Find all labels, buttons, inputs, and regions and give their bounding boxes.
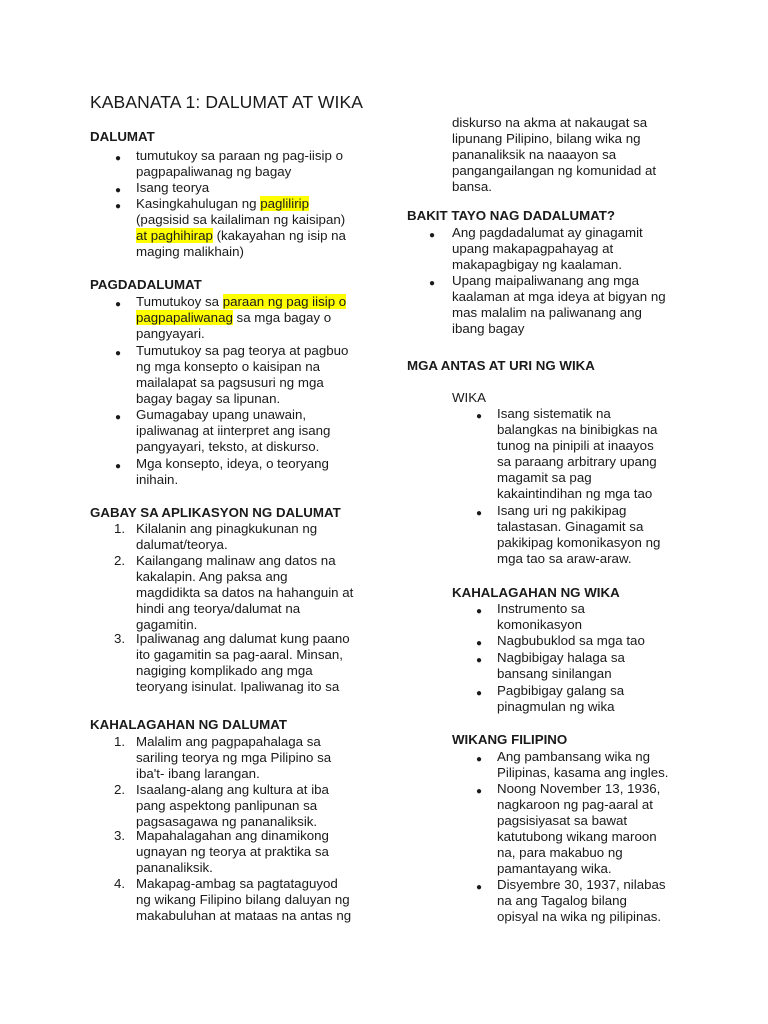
wikang-filipino-b1-line2: Pilipinas, kasama ang ingles. [497, 765, 669, 780]
pagdadalumat-b4-line2: inihain. [136, 472, 179, 487]
dalumat-b3-line3 [136, 228, 346, 244]
bullet-icon: ● [115, 412, 122, 423]
wika-b2-line3: pakikipag komonikasyon ng [497, 535, 661, 550]
wika-b2-line4: mga tao sa araw-araw. [497, 551, 632, 566]
highlight: pagpapaliwanag [136, 310, 233, 325]
bullet-icon: ● [476, 606, 483, 617]
wikang-filipino-b2-line3: pagsisiyasat sa bawat [497, 813, 628, 828]
pagdadalumat-b3-line2: ipaliwanag at iinterpret ang isang [136, 423, 331, 438]
wika-b1-line5: magamit sa pag [497, 470, 592, 485]
wikang-filipino-b3-line1: Disyembre 30, 1937, nilabas [497, 877, 666, 892]
dalumat-b3-line1 [136, 196, 309, 212]
wikang-filipino-b2-line4: katutubong wikang maroon [497, 829, 657, 844]
bullet-icon: ● [476, 411, 483, 422]
text-span: Tumutukoy sa [136, 294, 223, 309]
list-number: 2. [114, 553, 126, 568]
pagdadalumat-b2-line4: bagay bagay sa lipunan. [136, 391, 281, 406]
pagdadalumat-b2-line3: mailalapat sa pagsusuri ng mga [136, 375, 324, 390]
pagdadalumat-b1-line2 [136, 310, 331, 326]
kahalagahan-dalumat-i2-line3: pagsasagawa ng pananaliksik. [136, 814, 318, 829]
bullet-icon: ● [476, 508, 483, 519]
list-number: 3. [114, 828, 126, 843]
wikang-filipino-b3-line2: na ang Tagalog bilang [497, 893, 627, 908]
kahalagahan-wika-b2: Nagbubuklod sa mga tao [497, 633, 645, 648]
wika-b2-line2: talastasan. Ginagamit sa [497, 519, 644, 534]
highlight: paglilirip [260, 196, 309, 211]
kahalagahan-dalumat-i2-line1: Isaalang-alang ang kultura at iba [136, 782, 329, 797]
section-heading-kahalagahan-wika: KAHALAGAHAN NG WIKA [452, 585, 620, 600]
pagdadalumat-b1-line3: pangyayari. [136, 326, 205, 341]
bullet-icon: ● [115, 201, 122, 212]
kahalagahan-dalumat-i4-line1: Makapag-ambag sa pagtataguyod [136, 876, 338, 891]
gabay-i3-line1: Ipaliwanag ang dalumat kung paano [136, 631, 350, 646]
bullet-icon: ● [115, 299, 122, 310]
section-heading-bakit: BAKIT TAYO NAG DADALUMAT? [407, 208, 616, 223]
section-heading-pagdadalumat: PAGDADALUMAT [90, 277, 202, 292]
bullet-icon: ● [476, 638, 483, 649]
pagdadalumat-b2-line1: Tumutukoy sa pag teorya at pagbuo [136, 343, 349, 358]
wika-b1-line1: Isang sistematik na [497, 406, 611, 421]
text-span: (kakayahan ng isip na [212, 228, 346, 243]
intro-line1: diskurso na akma at nakaugat sa [452, 115, 648, 130]
kahalagahan-dalumat-i1-line2: sariling teorya ng mga Pilipino sa [136, 750, 332, 765]
highlight: paraan ng pag iisip o [222, 294, 347, 309]
kahalagahan-wika-b3-line1: Nagbibigay halaga sa [497, 650, 625, 665]
dalumat-b1-line2: pagpapaliwanag ng bagay [136, 164, 292, 179]
wikang-filipino-b2-line2: nagkaroon ng pag-aaral at [497, 797, 653, 812]
bullet-icon: ● [429, 230, 436, 241]
text-span: Kasingkahulugan ng [136, 196, 261, 211]
kahalagahan-wika-b3-line2: bansang sinilangan [497, 666, 612, 681]
bakit-b2-line4: ibang bagay [452, 321, 525, 336]
bullet-icon: ● [115, 185, 122, 196]
intro-line5: bansa. [452, 179, 492, 194]
bakit-b2-line1: Upang maipaliwanang ang mga [452, 273, 640, 288]
kahalagahan-dalumat-i4-line3: makabuluhan at mataas na antas ng [136, 908, 352, 923]
gabay-i1-line1: Kilalanin ang pinagkukunan ng [136, 521, 318, 536]
list-number: 3. [114, 631, 126, 646]
gabay-i2-line3: magdidikta sa datos na hahanguin at [136, 585, 354, 600]
section-heading-wikang-filipino: WIKANG FILIPINO [452, 732, 568, 747]
intro-line3: pananaliksik na naaayon sa [452, 147, 617, 162]
wika-label: WIKA [452, 390, 486, 405]
bakit-b1-line2: upang makapagpahayag at [452, 241, 614, 256]
document-title: KABANATA 1: DALUMAT AT WIKA [90, 92, 364, 112]
dalumat-b3-line4: maging malikhain) [136, 244, 244, 259]
kahalagahan-dalumat-i1-line1: Malalim ang pagpapahalaga sa [136, 734, 321, 749]
kahalagahan-dalumat-i3-line1: Mapahalagahan ang dinamikong [136, 828, 329, 843]
section-heading-kahalagahan-dalumat: KAHALAGAHAN NG DALUMAT [90, 717, 287, 732]
wikang-filipino-b1-line1: Ang pambansang wika ng [497, 749, 651, 764]
intro-line2: lipunang Pilipino, bilang wika ng [452, 131, 641, 146]
bakit-b2-line2: kaalaman at mga ideya at bigyan ng [452, 289, 666, 304]
bullet-icon: ● [476, 754, 483, 765]
gabay-i2-line1: Kailangang malinaw ang datos na [136, 553, 336, 568]
pagdadalumat-b3-line3: pangyayari, teksto, at diskurso. [136, 439, 320, 454]
kahalagahan-wika-b1-line1: Instrumento sa [497, 601, 585, 616]
text-span: sa mga bagay o [232, 310, 332, 325]
bakit-b2-line3: mas malalim na paliwanang ang [452, 305, 642, 320]
dalumat-b3-line2: (pagsisid sa kailaliman ng kaisipan) [136, 212, 346, 227]
wikang-filipino-b2-line6: pamantayang wika. [497, 861, 612, 876]
dalumat-b2: Isang teorya [136, 180, 210, 195]
bakit-b1-line1: Ang pagdadalumat ay ginagamit [452, 225, 643, 240]
wikang-filipino-b2-line5: na, para makabuo ng [497, 845, 623, 860]
section-heading-gabay: GABAY SA APLIKASYON NG DALUMAT [90, 505, 341, 520]
gabay-i3-line2: ito gagamitin sa pag-aaral. Minsan, [136, 647, 343, 662]
kahalagahan-dalumat-i1-line3: iba't- ibang larangan. [136, 766, 260, 781]
intro-line4: pangangailangan ng komunidad at [452, 163, 657, 178]
section-heading-dalumat: DALUMAT [90, 129, 155, 144]
list-number: 2. [114, 782, 126, 797]
gabay-i2-line4: hindi ang teorya/dalumat na [136, 601, 301, 616]
wika-b2-line1: Isang uri ng pakikipag [497, 503, 627, 518]
gabay-i2-line2: kakalapin. Ang paksa ang [136, 569, 288, 584]
pagdadalumat-b4-line1: Mga konsepto, ideya, o teoryang [136, 456, 329, 471]
wika-b1-line6: kakaintindihan ng mga tao [497, 486, 653, 501]
kahalagahan-wika-b4-line2: pinagmulan ng wika [497, 699, 615, 714]
wikang-filipino-b2-line1: Noong November 13, 1936, [497, 781, 661, 796]
gabay-i3-line4: teoryang isinulat. Ipaliwanag ito sa [136, 679, 340, 694]
highlight: at paghihirap [136, 228, 213, 243]
kahalagahan-dalumat-i3-line2: ugnayan ng teorya at praktika sa [136, 844, 329, 859]
wika-b1-line2: balangkas na binibigkas na [497, 422, 658, 437]
bakit-b1-line3: makapagbigay ng kaalaman. [452, 257, 623, 272]
pagdadalumat-b1-line1 [136, 294, 346, 310]
pagdadalumat-b3-line1: Gumagabay upang unawain, [136, 407, 307, 422]
gabay-i2-line5: gagamitin. [136, 617, 198, 632]
bullet-icon: ● [476, 786, 483, 797]
kahalagahan-dalumat-i3-line3: pananaliksik. [136, 860, 213, 875]
dalumat-b1-line1: tumutukoy sa paraan ng pag-iisip o [136, 148, 343, 163]
bullet-icon: ● [429, 278, 436, 289]
kahalagahan-dalumat-i4-line2: ng wikang Filipino bilang daluyan ng [136, 892, 350, 907]
list-number: 1. [114, 734, 126, 749]
wika-b1-line3: tunog na pinipili at inaayos [497, 438, 654, 453]
bullet-icon: ● [115, 348, 122, 359]
pagdadalumat-b2-line2: ng mga konsepto o kaisipan na [136, 359, 321, 374]
bullet-icon: ● [476, 655, 483, 666]
wika-b1-line4: sa paraang arbitrary upang [497, 454, 657, 469]
section-heading-antas: MGA ANTAS AT URI NG WIKA [407, 358, 595, 373]
list-number: 1. [114, 521, 126, 536]
wikang-filipino-b3-line3: opisyal na wika ng pilipinas. [497, 909, 662, 924]
gabay-i3-line3: nagiging komplikado ang mga [136, 663, 313, 678]
kahalagahan-wika-b4-line1: Pagbibigay galang sa [497, 683, 625, 698]
kahalagahan-dalumat-i2-line2: pang aspektong panlipunan sa [136, 798, 318, 813]
bullet-icon: ● [115, 461, 122, 472]
list-number: 4. [114, 876, 126, 891]
bullet-icon: ● [476, 688, 483, 699]
bullet-icon: ● [476, 882, 483, 893]
bullet-icon: ● [115, 153, 122, 164]
gabay-i1-line2: dalumat/teorya. [136, 537, 228, 552]
kahalagahan-wika-b1-line2: komonikasyon [497, 617, 582, 632]
